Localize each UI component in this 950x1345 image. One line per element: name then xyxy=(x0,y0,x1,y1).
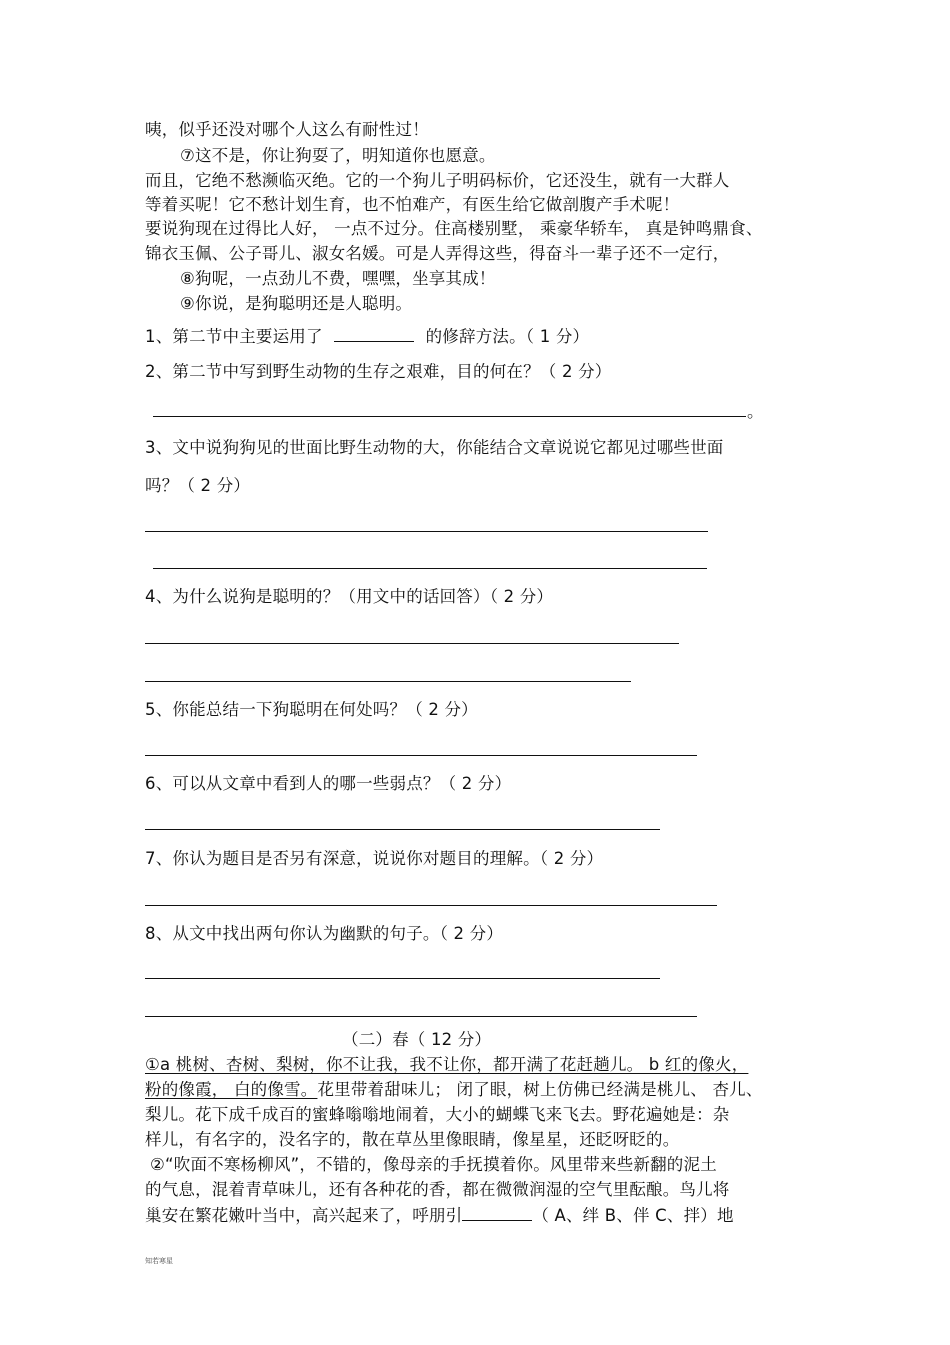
passage-line: 要说狗现在过得比人好， 一点不过分。住高楼别墅， 乘豪华轿车， 真是钟鸣鼎食、 xyxy=(145,219,763,238)
answer-line[interactable] xyxy=(145,681,631,682)
passage-line: 而且，它绝不愁濒临灭绝。它的一个狗儿子明码标价，它还没生，就有一大群人 xyxy=(145,171,730,190)
answer-line[interactable] xyxy=(153,568,707,569)
answer-line-end: 。 xyxy=(747,402,764,421)
choice-options: （ A、绊 B、伴 C、拌）地 xyxy=(532,1206,734,1225)
footer-text: 知若寒星 xyxy=(145,1257,173,1265)
passage-line: ⑨你说，是狗聪明还是人聪明。 xyxy=(180,294,413,313)
passage-line: ②“吹面不寒杨柳风”，不错的，像母亲的手抚摸着你。风里带来些新翻的泥土 xyxy=(150,1155,717,1174)
question-3: 3、文中说狗狗见的世面比野生动物的大，你能结合文章说说它都见过哪些世面 xyxy=(145,438,724,457)
answer-line[interactable] xyxy=(145,643,679,644)
question-4: 4、为什么说狗是聪明的？（用文中的话回答）（ 2 分） xyxy=(145,587,554,606)
answer-line[interactable] xyxy=(145,755,697,756)
answer-blank[interactable] xyxy=(462,1204,532,1221)
passage-line: 样儿，有名字的，没名字的，散在草丛里像眼睛，像星星，还眨呀眨的。 xyxy=(145,1130,680,1149)
answer-blank[interactable] xyxy=(334,325,414,342)
answer-line[interactable] xyxy=(145,978,660,979)
question-8: 8、从文中找出两句你认为幽默的句子。（ 2 分） xyxy=(145,924,504,943)
passage-text: 巢安在繁花嫩叶当中，高兴起来了，呼朋引 xyxy=(145,1206,463,1225)
passage-line: ⑧狗呢，一点劲儿不费，嘿嘿，坐享其成！ xyxy=(180,269,496,288)
passage-line: 的气息，混着青草味儿，还有各种花的香，都在微微润湿的空气里酝酿。鸟儿将 xyxy=(145,1180,730,1199)
section-title: （二）春（ 12 分） xyxy=(342,1030,492,1049)
passage-sentence-a: ①a 桃树、杏树、梨树，你不让我，我不让你，都开满了花赶趟儿。 b 红的像火， xyxy=(145,1055,749,1074)
passage-line: 锦衣玉佩、公子哥儿、淑女名媛。可是人弄得这些，得奋斗一辈子还不一定行， xyxy=(145,244,730,263)
passage-line xyxy=(145,1204,734,1227)
question-1 xyxy=(145,325,589,348)
answer-line[interactable] xyxy=(145,905,717,906)
passage-line: 梨儿。花下成千成百的蜜蜂嗡嗡地闹着，大小的蝴蝶飞来飞去。野花遍她是：杂 xyxy=(145,1105,730,1124)
answer-line[interactable] xyxy=(145,531,708,532)
passage-line: 等着买呢！它不愁计划生育，也不怕难产，有医生给它做剖腹产手术呢！ xyxy=(145,195,680,214)
question-2: 2、第二节中写到野生动物的生存之艰难，目的何在？（ 2 分） xyxy=(145,362,612,381)
passage-line xyxy=(145,1079,763,1101)
passage-line: ⑦这不是，你让狗耍了，明知道你也愿意。 xyxy=(180,146,496,165)
answer-line[interactable] xyxy=(153,416,746,417)
question-1-text: 1、第二节中主要运用了 xyxy=(145,327,323,346)
question-7: 7、你认为题目是否另有深意，说说你对题目的理解。（ 2 分） xyxy=(145,849,604,868)
question-6: 6、可以从文章中看到人的哪一些弱点？（ 2 分） xyxy=(145,774,512,793)
question-1-points: 的修辞方法。（ 1 分） xyxy=(425,327,590,346)
passage-line: 咦，似乎还没对哪个人这么有耐性过！ xyxy=(145,120,429,139)
passage-sentence-b: 粉的像霞， 白的像雪。 xyxy=(145,1080,318,1099)
question-5: 5、你能总结一下狗聪明在何处吗？（ 2 分） xyxy=(145,700,478,719)
question-3-cont: 吗？（ 2 分） xyxy=(145,476,251,495)
answer-line[interactable] xyxy=(145,829,660,830)
passage-text: 花里带着甜味儿； 闭了眼，树上仿佛已经满是桃儿、 杏儿、 xyxy=(317,1080,763,1099)
answer-line[interactable] xyxy=(145,1016,697,1017)
